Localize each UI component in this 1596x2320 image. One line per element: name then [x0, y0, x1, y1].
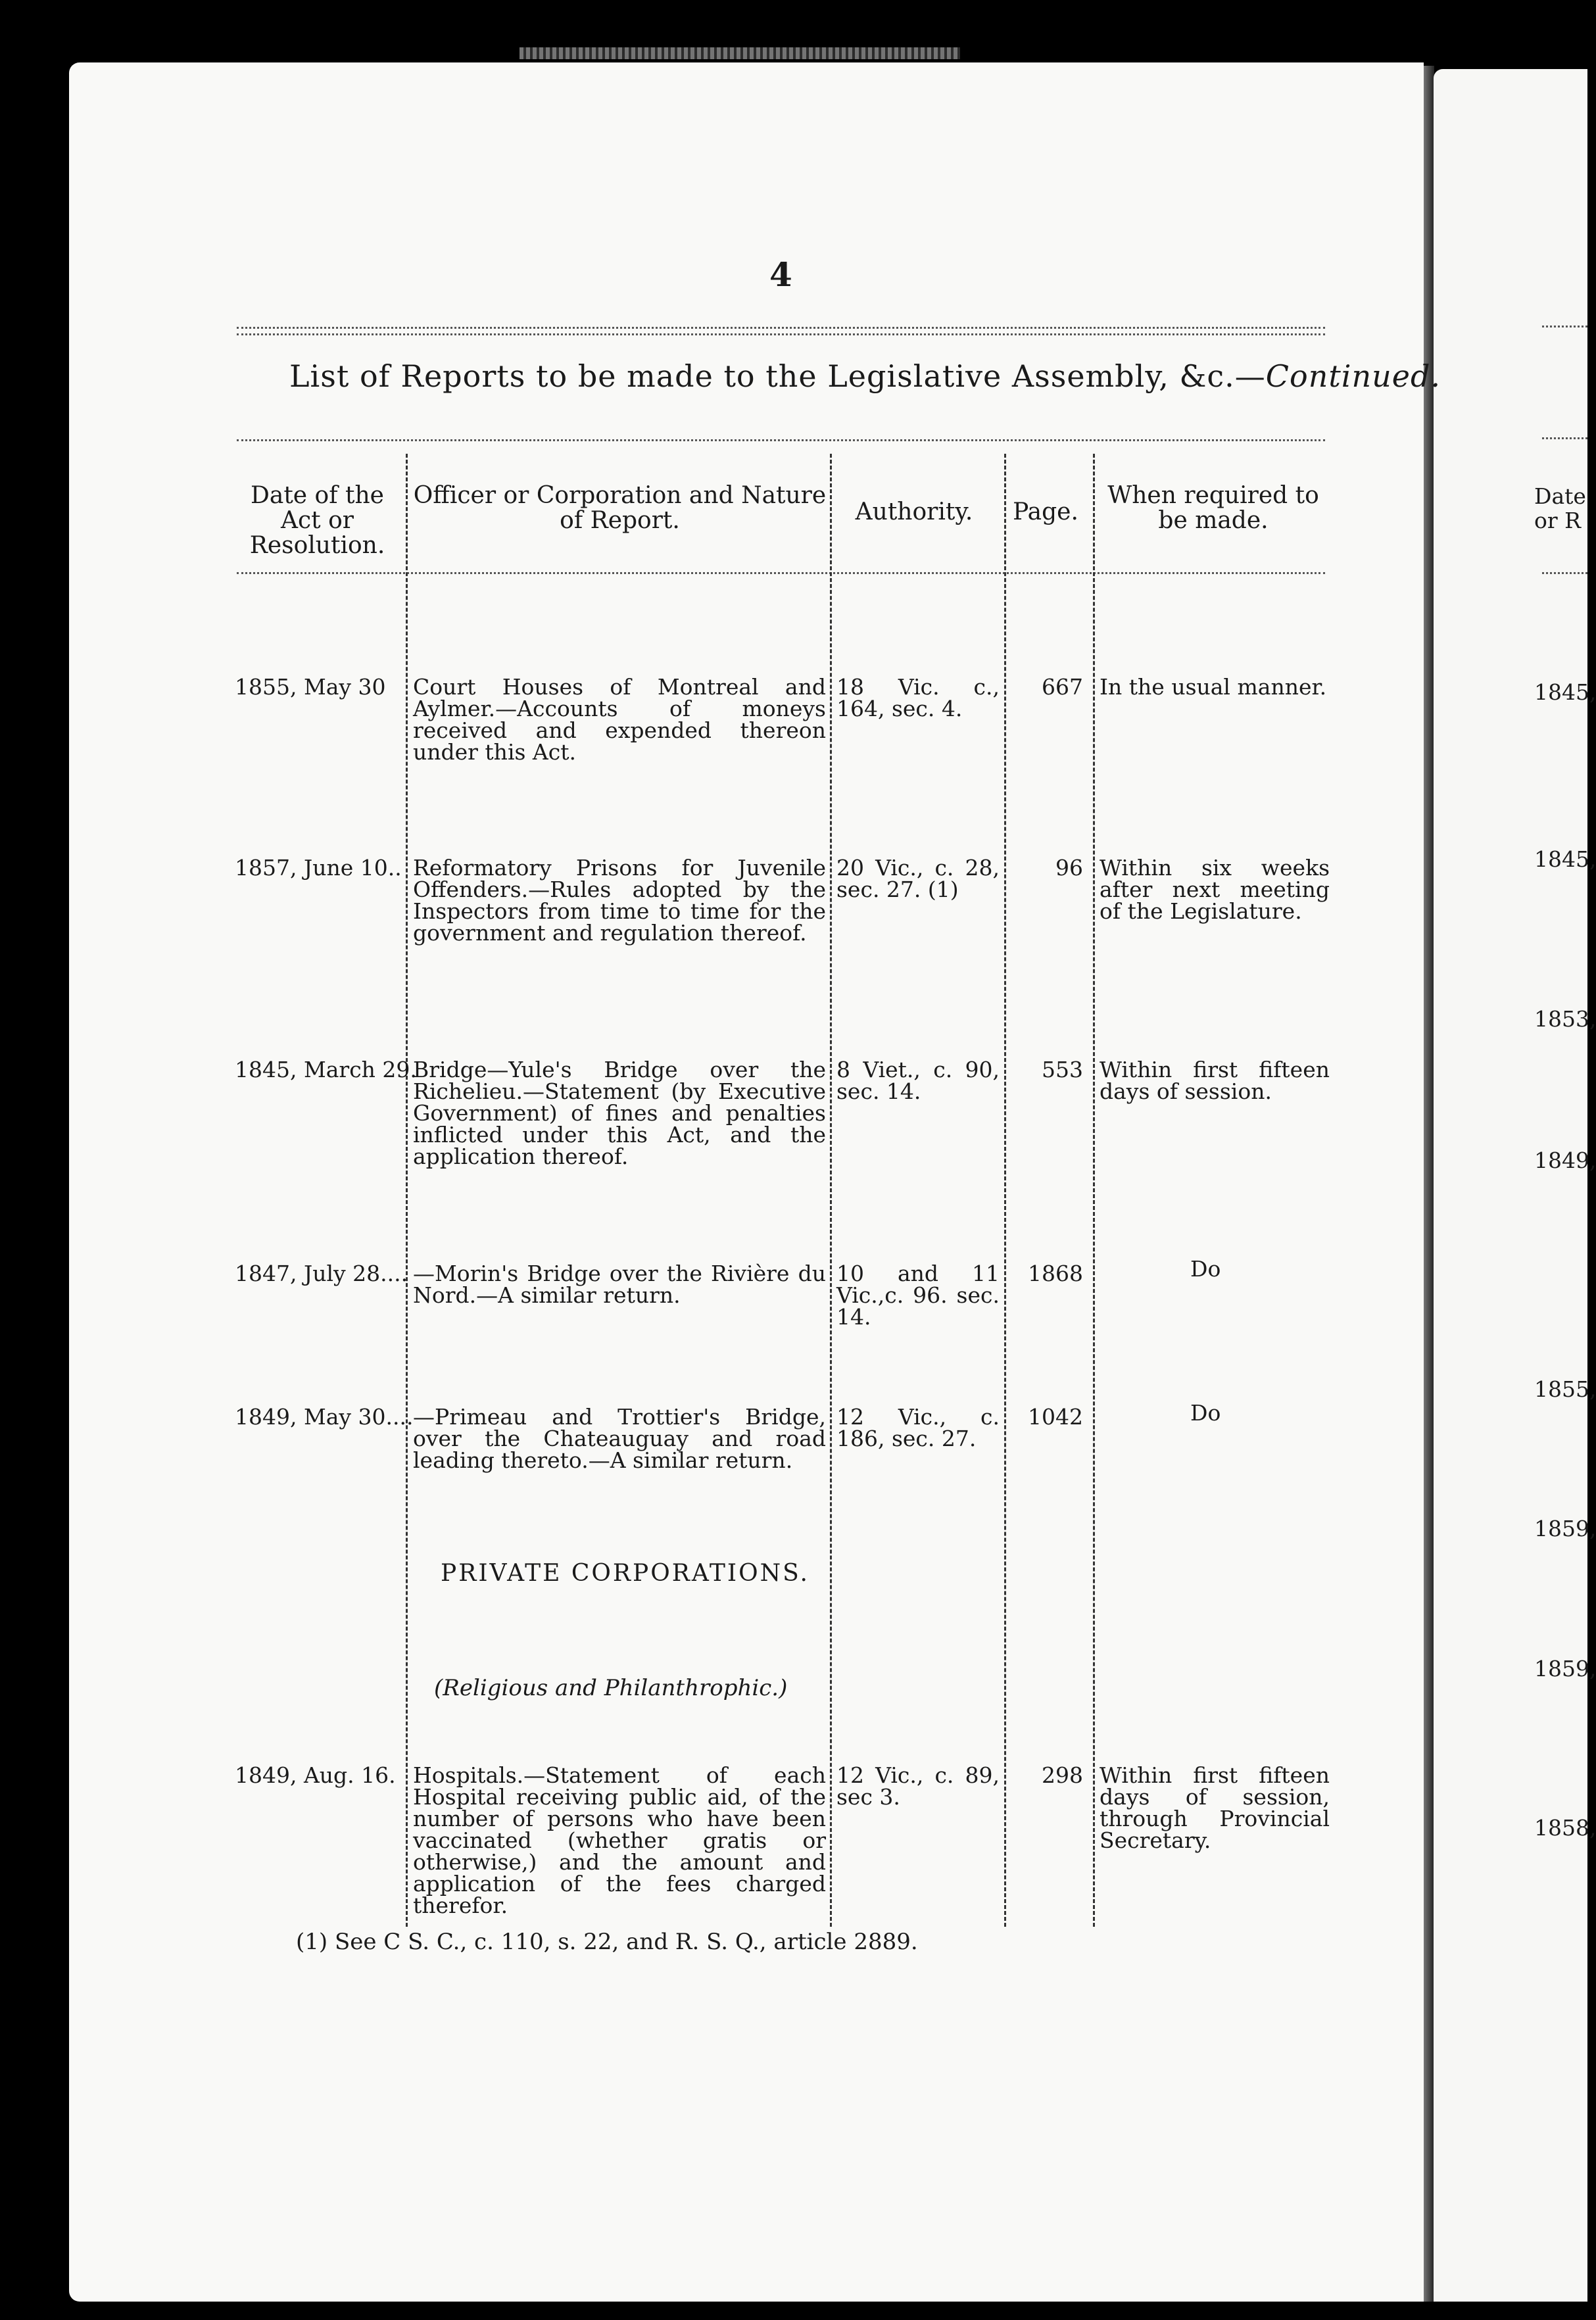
column-header-officer: Officer or Corporation and Nature of Report. [413, 482, 827, 534]
row-1-authority: 18 Vic. c., 164, sec. 4. [836, 674, 1000, 721]
row-2-date: 1857, June 10.. [235, 855, 402, 881]
facing-page-rule [1542, 326, 1587, 327]
document-page [69, 62, 1424, 2302]
row-2-officer: Reformatory Prisons for Juvenile Offenders.—Rules adopted by the Inspectors from time to time for the government and regulation thereof. [413, 855, 826, 946]
row-1-page: 667 [1042, 674, 1083, 700]
facing-page-rule-3 [1542, 572, 1587, 574]
column-header-date: Date of the Act or Resolution. [249, 482, 385, 559]
column-divider-2 [830, 454, 832, 1927]
page-number: 4 [769, 255, 792, 294]
facing-page-date-2: 1845, [1534, 846, 1596, 872]
footnote: (1) See C S. C., c. 110, s. 22, and R. S. Q., article 2889. [296, 1929, 918, 1955]
row-4-officer: —Morin's Bridge over the Rivière du Nord.—A similar return. [413, 1261, 826, 1308]
top-rule [237, 327, 1325, 329]
row-3-when: Within first fifteen days of session. [1100, 1057, 1330, 1104]
scan-edge [520, 47, 960, 59]
row-5-authority: 12 Vic., c. 186, sec. 27. [836, 1404, 1000, 1451]
row-1-date: 1855, May 30 [235, 674, 386, 700]
page-fold [1424, 66, 1434, 2302]
row-4-authority: 10 and 11 Vic.,c. 96. sec. 14. [836, 1261, 1000, 1330]
column-header-page: Page. [1013, 498, 1078, 525]
facing-page-date-4: 1849, [1534, 1148, 1596, 1173]
row-2-page: 96 [1055, 855, 1083, 881]
facing-page-date-1: 1845, [1534, 679, 1596, 705]
row-6-date: 1849, Aug. 16. [235, 1762, 396, 1788]
row-3-page: 553 [1042, 1057, 1083, 1082]
facing-page-header-2: or R [1534, 508, 1581, 533]
row-5-page: 1042 [1028, 1404, 1083, 1430]
row-3-officer: Bridge—Yule's Bridge over the Richelieu.—Statement (by Executive Government) of fines and penalties inflicted under this Act, and the application thereof. [413, 1057, 826, 1169]
page-title [289, 358, 1441, 394]
column-divider-3 [1004, 454, 1006, 1927]
section-heading: PRIVATE CORPORATIONS. [441, 1560, 810, 1587]
row-1-when: In the usual manner. [1100, 674, 1327, 700]
facing-page-date-8: 1858, [1534, 1815, 1596, 1841]
row-4-page: 1868 [1028, 1261, 1083, 1286]
column-divider-1 [406, 454, 408, 1927]
title-continued: Continued. [1265, 358, 1441, 394]
subsection-heading: (Religious and Philanthrophic.) [434, 1675, 788, 1701]
row-6-page: 298 [1042, 1762, 1083, 1788]
row-4-date: 1847, July 28.... [235, 1261, 408, 1286]
row-6-when: Within first fifteen days of session, through Provincial Secretary. [1100, 1762, 1330, 1853]
row-5-date: 1849, May 30.... [235, 1404, 414, 1430]
column-header-when: When required to be made. [1107, 482, 1319, 534]
facing-page-date-3: 1853, [1534, 1006, 1596, 1032]
facing-page-date-7: 1859, [1534, 1656, 1596, 1681]
column-divider-4 [1093, 454, 1095, 1927]
facing-page [1434, 69, 1587, 2302]
title-main: List of Reports to be made to the Legislative Assembly, &c.— [289, 358, 1266, 394]
row-5-officer: —Primeau and Trottier's Bridge, over the Chateauguay and road leading thereto.—A similar return. [413, 1404, 826, 1473]
facing-page-date-6: 1859, [1534, 1516, 1596, 1541]
row-6-officer: Hospitals.—Statement of each Hospital receiving public aid, of the number of persons who have been vaccinated (whether gratis or otherwise,) and the amount and application of the fees charged therefor. [413, 1762, 826, 1918]
header-bottom-rule [237, 572, 1325, 574]
column-header-authority: Authority. [855, 498, 973, 525]
row-3-date: 1845, March 29. [235, 1057, 417, 1082]
row-1-officer: Court Houses of Montreal and Aylmer.—Accounts of moneys received and expended thereon under this Act. [413, 674, 826, 765]
top-rule-2 [237, 333, 1325, 335]
row-2-authority: 20 Vic., c. 28, sec. 27. (1) [836, 855, 1000, 902]
facing-page-date-5: 1855, [1534, 1376, 1596, 1402]
facing-page-header-1: Date [1534, 483, 1586, 509]
header-top-rule [237, 439, 1325, 441]
row-6-authority: 12 Vic., c. 89, sec 3. [836, 1762, 1000, 1810]
row-2-when: Within six weeks after next meeting of the Legislature. [1100, 855, 1330, 924]
row-4-when: Do [1190, 1256, 1221, 1282]
row-3-authority: 8 Viet., c. 90, sec. 14. [836, 1057, 1000, 1104]
row-5-when: Do [1190, 1400, 1221, 1426]
facing-page-rule-2 [1542, 437, 1587, 439]
